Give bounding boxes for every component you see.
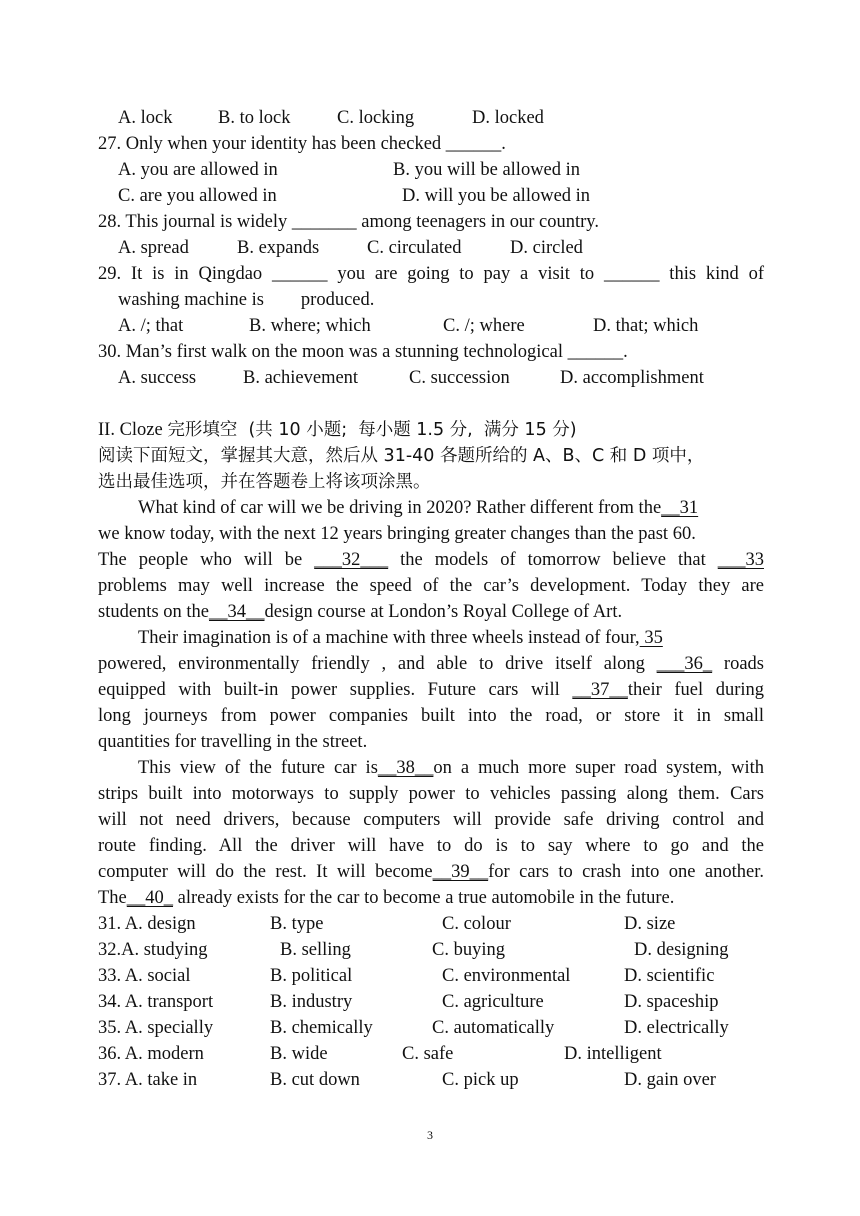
passage-line: What kind of car will we be driving in 2020? Rather different from the__31 [138, 498, 699, 518]
question-stem: 29. It is in Qingdao ______ you are going to pay a visit to ______ this kind of [98, 264, 764, 284]
option-b: B. expands [237, 238, 320, 258]
option-d: D. circled [510, 238, 583, 258]
section-heading-scoring: (共 10 小题; 每小题 1.5 分, 满分 15 分) [237, 420, 577, 440]
blank-35: 35 [639, 628, 663, 648]
option-c: C. buying [432, 940, 505, 960]
passage-line: long journeys from power companies built into the road, or store it in small [98, 706, 764, 726]
passage-line: equipped with built-in power supplies. Future cars will __37__their fuel during [98, 680, 765, 700]
option-c: C. colour [442, 914, 511, 934]
option-d: D. intelligent [564, 1044, 662, 1064]
section-heading [98, 417, 577, 443]
passage-line: quantities for travelling in the street. [98, 732, 368, 752]
passage-line: problems may well increase the speed of the car’s development. Today they are [98, 576, 764, 596]
option-d: D. designing [634, 940, 729, 960]
option-d: D. that; which [593, 316, 699, 336]
option-d: D. locked [472, 108, 544, 128]
option-b: B. chemically [270, 1018, 373, 1038]
option-c: C. are you allowed in [118, 186, 277, 206]
blank-39: __39__ [432, 862, 489, 882]
section-instruction-line2: 选出最佳选项，并在答题卷上将该项涂黑。 [98, 472, 431, 492]
section-instruction-line1: 阅读下面短文，掌握其大意，然后从 31-40 各题所给的 A、B、C 和 D 项中， [98, 446, 705, 466]
option-c: C. automatically [432, 1018, 555, 1038]
passage-line: The__40_ already exists for the car to become a true automobile in the future. [98, 888, 675, 908]
passage-line: The people who will be ___32___ the models of tomorrow believe that ___33 [98, 550, 764, 570]
option-d: D. spaceship [624, 992, 719, 1012]
option-a: 36. A. modern [98, 1044, 204, 1064]
option-d: D. electrically [624, 1018, 729, 1038]
option-b: B. industry [270, 992, 353, 1012]
section-heading-en: II. Cloze [98, 420, 168, 440]
option-b: B. achievement [243, 368, 359, 388]
option-c: C. environmental [442, 966, 571, 986]
option-c: C. succession [409, 368, 510, 388]
option-a: 37. A. take in [98, 1070, 198, 1090]
passage-line: powered, environmentally friendly , and able to drive itself along ___36_ roads [98, 654, 764, 674]
passage-line: computer will do the rest. It will become__39__for cars to crash into one another. [98, 862, 764, 882]
option-a: 31. A. design [98, 914, 196, 934]
option-c: C. agriculture [442, 992, 544, 1012]
option-d: D. will you be allowed in [402, 186, 591, 206]
option-a: 35. A. specially [98, 1018, 214, 1038]
question-stem: 27. Only when your identity has been checked ______. [98, 134, 506, 154]
option-a: 34. A. transport [98, 992, 214, 1012]
blank-32: ___32___ [314, 550, 389, 570]
option-b: B. political [270, 966, 353, 986]
option-c: C. pick up [442, 1070, 519, 1090]
blank-37: __37__ [572, 680, 628, 700]
page-number: 3 [427, 1128, 433, 1142]
option-a: 32.A. studying [98, 940, 208, 960]
option-d: D. accomplishment [560, 368, 704, 388]
option-b: B. where; which [249, 316, 371, 336]
blank-36: ___36_ [656, 654, 713, 674]
passage-line: will not need drivers, because computers will provide safe driving control and [98, 810, 764, 830]
question-stem: 28. This journal is widely _______ among teenagers in our country. [98, 212, 599, 232]
option-d: D. size [624, 914, 676, 934]
blank-31: __31 [661, 498, 699, 518]
passage-line: This view of the future car is__38__on a much more super road system, with [138, 758, 765, 778]
option-b: B. you will be allowed in [393, 160, 581, 180]
option-a: 33. A. social [98, 966, 191, 986]
blank-33: ___33 [717, 550, 764, 570]
passage-line: we know today, with the next 12 years bringing greater changes than the past 60. [98, 524, 696, 544]
option-d: D. gain over [624, 1070, 716, 1090]
blank-40: __40_ [126, 888, 174, 908]
option-c: C. safe [402, 1044, 454, 1064]
passage-line: route finding. All the driver will have to do is to say where to go and the [98, 836, 764, 856]
option-b: B. cut down [270, 1070, 360, 1090]
blank-38: __38__ [377, 758, 434, 778]
passage-line: Their imagination is of a machine with three wheels instead of four, 35 [138, 628, 663, 648]
question-stem: 30. Man’s first walk on the moon was a stunning technological ______. [98, 342, 628, 362]
option-a: A. you are allowed in [118, 160, 278, 180]
option-c: C. circulated [367, 238, 462, 258]
option-a: A. lock [118, 108, 173, 128]
blank-34: __34__ [209, 602, 265, 622]
option-b: B. wide [270, 1044, 328, 1064]
option-a: A. /; that [118, 316, 184, 336]
option-a: A. success [118, 368, 197, 388]
question-stem-continued: washing machine is produced. [118, 290, 375, 310]
option-d: D. scientific [624, 966, 715, 986]
option-b: B. to lock [218, 108, 291, 128]
passage-line: students on the__34__design course at London’s Royal College of Art. [98, 602, 623, 622]
option-b: B. selling [280, 940, 351, 960]
option-a: A. spread [118, 238, 189, 258]
option-c: C. locking [337, 108, 415, 128]
passage-line: strips built into motorways to supply power to vehicles passing along them. Cars [98, 784, 764, 804]
option-b: B. type [270, 914, 324, 934]
option-c: C. /; where [443, 316, 525, 336]
section-heading-cn: 完形填空 [167, 420, 238, 440]
